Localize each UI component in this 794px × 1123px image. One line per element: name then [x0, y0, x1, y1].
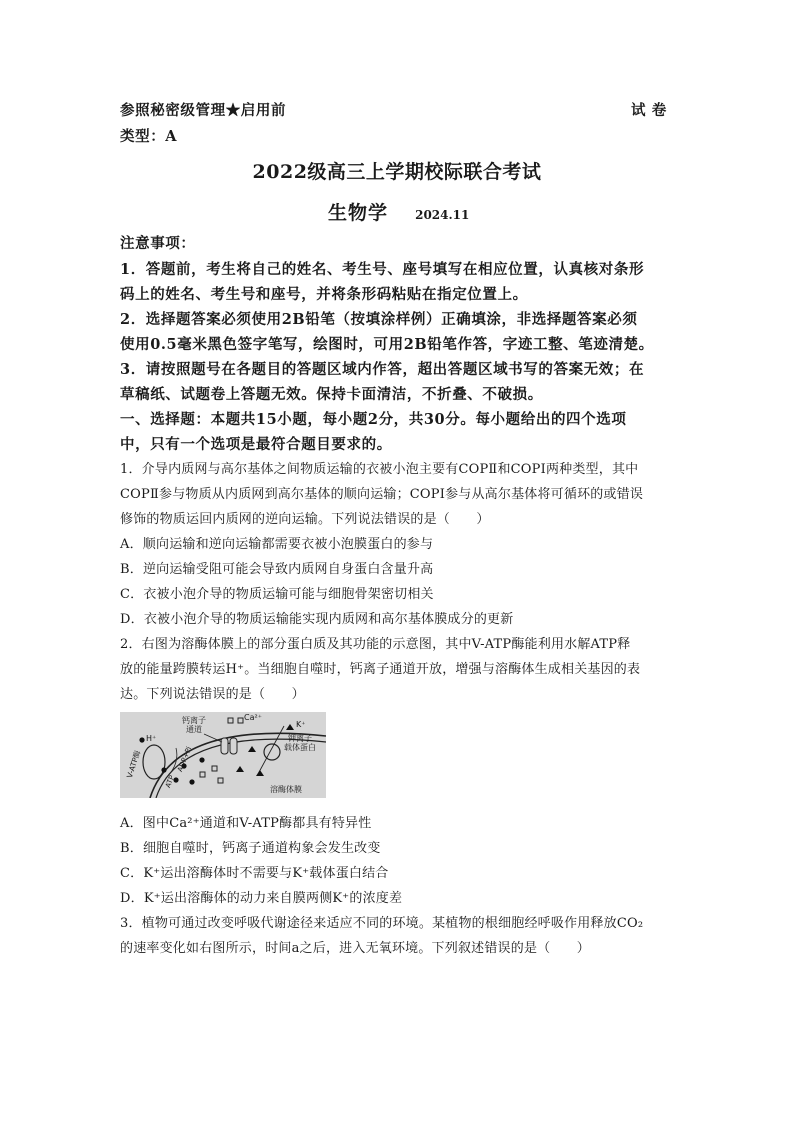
proton-label: H⁺: [146, 734, 157, 743]
calcium-channel-right: [230, 738, 237, 754]
q2-stem: 2．右图为溶酶体膜上的部分蛋白质及其功能的示意图，其中V-ATP酶能利用水解ATP释: [120, 637, 631, 652]
confidentiality-label: 参照秘密级管理★启用前: [120, 102, 287, 119]
q2-option-d: D．K⁺运出溶酶体的动力来自膜两侧K⁺的浓度差: [120, 891, 403, 906]
notes-line: 1．答题前，考生将自己的姓名、考生号、座号填写在相应位置，认真核对条形: [120, 261, 645, 278]
channel-label-line-2: 通道: [186, 725, 202, 734]
notes-line: 2．选择题答案必须使用2B铅笔（按填涂样例）正确填涂，非选择题答案必须: [120, 311, 638, 328]
carrier-label: [284, 734, 316, 752]
notes-line: 草稿纸、试题卷上答题无效。保持卡面清洁，不折叠、不破损。: [120, 386, 543, 403]
calcium-channel-left: [221, 738, 228, 754]
lysosome-membrane-figure: [120, 712, 326, 798]
subject-title: 生物学: [328, 202, 389, 224]
paper-type-label: 试 卷: [631, 102, 667, 119]
v-atp-pump: [143, 745, 165, 779]
potassium-triangle: [256, 770, 264, 776]
q1-option-c: C．衣被小泡介导的物质运输可能与细胞骨架密切相关: [120, 587, 434, 602]
q1-option-d: D．衣被小泡介导的物质运输能实现内质网和高尔基体膜成分的更新: [120, 612, 514, 627]
potassium-ion-label: K⁺: [296, 720, 306, 729]
potassium-triangle: [248, 746, 256, 752]
notes-line: 3．请按照题号在各题目的答题区域内作答，超出答题区域书写的答案无效；在: [120, 361, 645, 378]
notes-line: 码上的姓名、考生号和座号，并将条形码粘贴在指定位置上。: [120, 286, 528, 303]
channel-label-line-1: 钙离子: [182, 716, 206, 725]
proton-dot: [139, 737, 144, 742]
q1-stem: COPⅡ参与物质从内质网到高尔基体的顺向运输；COPⅠ参与从高尔基体将可循环的或错误: [120, 487, 644, 502]
membrane-label: 溶酶体膜: [270, 785, 302, 794]
carrier-label-line-2: 载体蛋白: [284, 743, 316, 752]
q2-stem: 放的能量跨膜转运H⁺。当细胞自噬时，钙离子通道开放，增强与溶酶体生成相关基因的表: [120, 662, 641, 677]
calcium-square: [200, 772, 205, 777]
notes-line: 使用0.5毫米黑色签字笔写，绘图时，可用2B铅笔作答，字迹工整、笔迹清楚。: [120, 336, 654, 353]
proton-dot: [189, 779, 194, 784]
q2-stem: 达。下列说法错误的是（ ）: [120, 687, 305, 702]
exam-title: 2022级高三上学期校际联合考试: [252, 161, 542, 183]
carrier-label-line-1: 钾离子: [288, 734, 312, 743]
calcium-square: [212, 766, 217, 771]
q2-option-c: C．K⁺运出溶酶体时不需要与K⁺载体蛋白结合: [120, 866, 389, 881]
q3-stem: 3．植物可通过改变呼吸代谢途径来适应不同的环境。某植物的根细胞经呼吸作用释放CO₂: [120, 916, 644, 931]
notes-heading: 注意事项：: [120, 235, 196, 252]
potassium-triangle: [286, 724, 294, 730]
q2-option-b: B．细胞自噬时，钙离子通道构象会发生改变: [120, 841, 381, 856]
q1-option-b: B．逆向运输受阻可能会导致内质网自身蛋白含量升高: [120, 562, 434, 577]
q1-stem: 修饰的物质运回内质网的逆向运输。下列说法错误的是（ ）: [120, 512, 490, 527]
calcium-square: [238, 718, 243, 723]
calcium-square: [218, 778, 223, 783]
section-heading: 中，只有一个选项是最符合题目要求的。: [120, 436, 392, 453]
atp-label: ATP: [164, 774, 177, 789]
q3-stem: 的速率变化如右图所示，时间a之后，进入无氧环境。下列叙述错误的是（ ）: [120, 941, 590, 956]
adp-label: ADP+Pi: [176, 745, 194, 773]
subject-row: [328, 198, 469, 225]
q2-option-a: A．图中Ca²⁺通道和V-ATP酶都具有特异性: [120, 816, 372, 831]
q1-stem: 1．介导内质网与高尔基体之间物质运输的衣被小泡主要有COPⅡ和COPⅠ两种类型，其中: [120, 462, 639, 477]
v-atp-label: V-ATP酶: [124, 749, 143, 780]
calcium-square: [228, 718, 233, 723]
exam-date: 2024.11: [415, 208, 470, 222]
section-heading: 一、选择题：本题共15小题，每小题2分，共30分。每小题给出的四个选项: [120, 411, 627, 428]
potassium-triangle: [236, 766, 244, 772]
calcium-ion-label: Ca²⁺: [244, 713, 262, 722]
type-line: 类型：A: [120, 128, 178, 145]
q1-option-a: A．顺向运输和逆向运输都需要衣被小泡膜蛋白的参与: [120, 537, 434, 552]
proton-dot: [161, 767, 166, 772]
channel-label: [182, 716, 206, 734]
proton-dot: [199, 757, 204, 762]
